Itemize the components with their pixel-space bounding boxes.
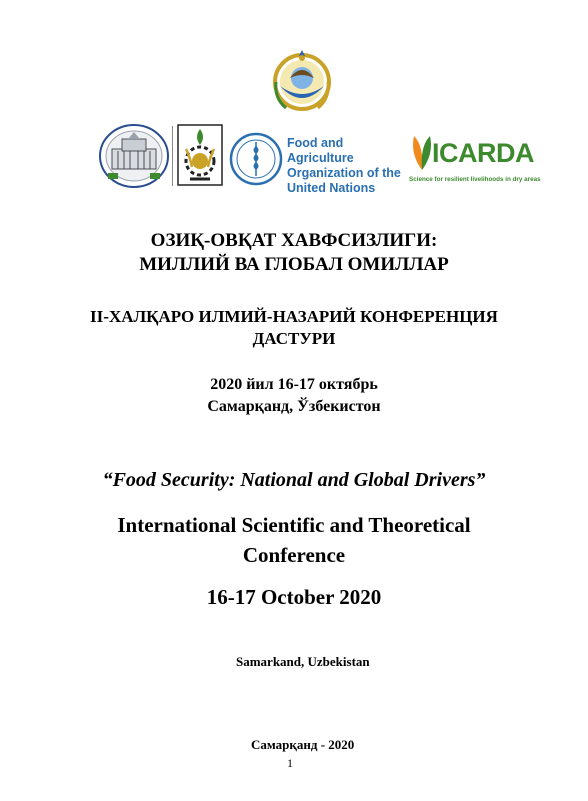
fao-name-line1: Food and Agriculture bbox=[287, 136, 354, 165]
institute-building-logo-icon bbox=[98, 123, 170, 189]
uz-title-line2: МИЛЛИЙ ВА ГЛОБАЛ ОМИЛЛАР bbox=[139, 254, 449, 275]
en-place: Samarkand, Uzbekistan bbox=[236, 654, 370, 669]
uz-place: Самарқанд, Ўзбекистон bbox=[207, 398, 381, 415]
footer-city-year: Самарқанд - 2020 bbox=[251, 737, 355, 752]
uz-date: 2020 йил 16-17 октябрь bbox=[210, 376, 378, 393]
fao-name bbox=[287, 136, 411, 196]
uz-title bbox=[0, 229, 588, 277]
icarda-name: ICARDA bbox=[432, 138, 534, 168]
fao-name-line3: United Nations bbox=[287, 181, 376, 195]
icarda-tagline: Science for resilient livelihoods in dry areas bbox=[409, 176, 541, 183]
uz-subtitle-line1: II-ХАЛҚАРО ИЛМИЙ-НАЗАРИЙ КОНФЕРЕНЦИЯ bbox=[90, 307, 498, 326]
en-conference bbox=[0, 510, 588, 570]
uz-subtitle bbox=[0, 306, 588, 350]
logo-divider bbox=[172, 126, 173, 186]
page-number: 1 bbox=[287, 756, 293, 770]
uz-subtitle-line2: ДАСТУРИ bbox=[252, 329, 336, 348]
fao-name-line2: Organization of the bbox=[287, 166, 401, 180]
uz-title-line1: ОЗИҚ-ОВҚАТ ХАВФСИЗЛИГИ: bbox=[150, 230, 438, 251]
state-emblem-icon bbox=[272, 48, 332, 118]
en-conference-line1: International Scientific and Theoretical bbox=[117, 513, 471, 537]
en-conference-line2: Conference bbox=[242, 543, 346, 567]
ministry-wheat-logo-icon bbox=[176, 123, 224, 187]
en-date: 16-17 October 2020 bbox=[206, 585, 382, 609]
uz-date-place bbox=[0, 374, 588, 418]
en-quote-title: “Food Security: National and Global Drivers” bbox=[102, 469, 486, 491]
fao-emblem-icon bbox=[229, 132, 283, 186]
